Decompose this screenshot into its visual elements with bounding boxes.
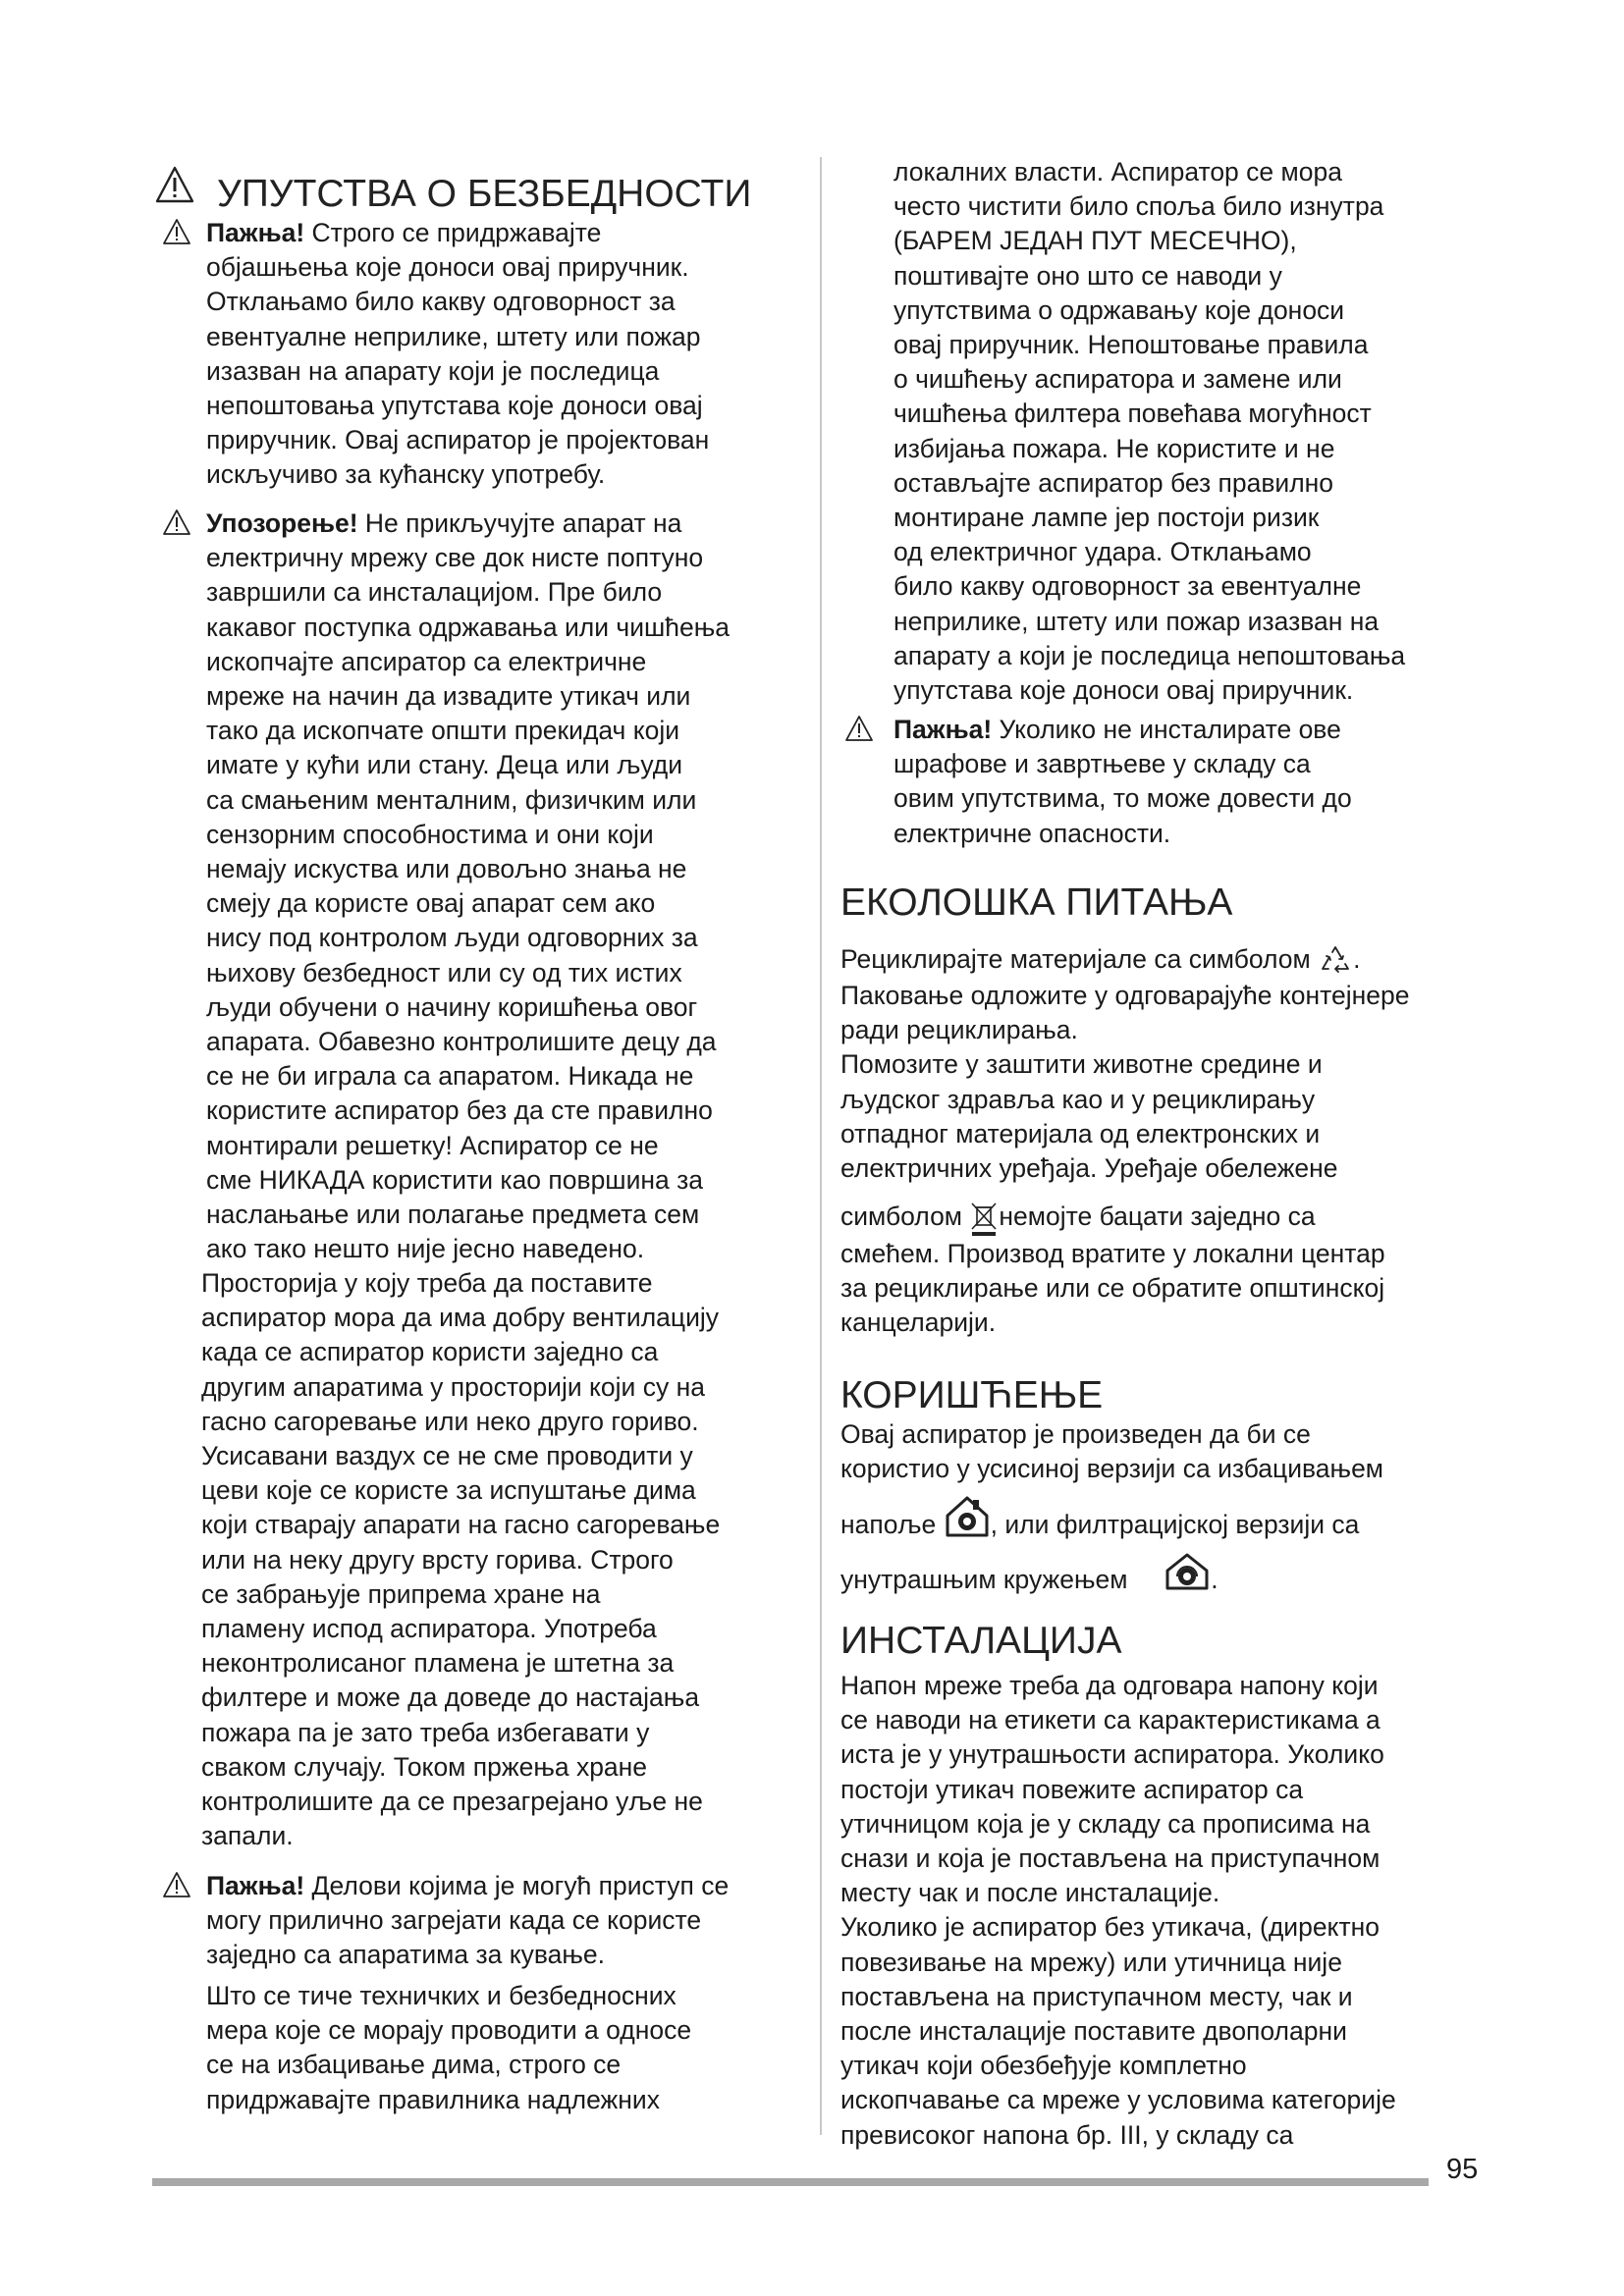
ecology-heading: ЕКОЛОШКА ПИТАЊА xyxy=(840,881,1233,924)
usage-paragraph: Овај аспиратор је произведен да би се користио у усисиној верзији са избацивањем xyxy=(840,1419,1384,1484)
safety-heading: УПУТСТВА О БЕЗБЕДНОСТИ xyxy=(217,173,752,215)
attention-label: Пажња! xyxy=(206,218,305,247)
page-number: 95 xyxy=(1446,2154,1479,2185)
footer-rule xyxy=(152,2178,1429,2186)
usage-modes-line-2: унутрашњим кружењем . xyxy=(840,1551,1218,1605)
warning-paragraph: Упозорење! Не прикључујте апарат на електричну мрежу све док нисте поптуно завршили са инсталацијом. Пре било какавог поступка одржавања или чишћења ископчајте апсиратор са електричне мреже на начин да извадите утикач или тако да ископчате општи прекидач који имате у кући или стану. Деца или људи са смањеним менталним, физичким или сензорним способностима и они који немају искуства или довољно знања не смеју да користе овај апарат сем ако нису под контролом људи одговорних за њихову безбедност или су од тих истих људи обучени о начину коришћења овог апарата. Обавезно контролишите децу да се не би играла са апаратом. Никада не користите аспиратор без да сте правилно монтирали решетку! Аспиратор се не сме НИКАДА користити као површина за наслањање или полагање предмета сем ако тако нешто није јесно наведено. xyxy=(206,508,731,1264)
extraction-mode-icon xyxy=(944,1494,991,1539)
ecology-paragraph: Рециклирајте материјале са симболом . Паковање одложите у одговарајуће контејнере ради рециклирања. Помозите у заштити животне средине и људског здравља као и у рециклирању отпадног материјала од електронских и електричних уређаја. Уређаје обележене xyxy=(840,944,1410,1184)
crossed-bin-icon xyxy=(969,1200,999,1237)
attention-paragraph-1: Пажња! Строго се придржавајте објашњења које доноси овај приручник. Отклањамо било какву одговорност за евентуалне неприлике, штету или пожар изазван на апарату који је последица непоштовања упутстава које доноси овај приручник. Овај аспиратор је пројектован искључиво за кућанску употребу. xyxy=(206,218,710,490)
usage-heading: КОРИШЋЕЊЕ xyxy=(840,1374,1104,1416)
column-divider xyxy=(820,157,822,2135)
warning-triangle-icon xyxy=(844,715,874,742)
cleaning-paragraph: локалних власти. Аспиратор се мора често чистити било споља било изнутра (БАРЕМ ЈЕДАН ПУТ МЕСЕЧНО), поштивајте оно што се наводи у упутствима о одржавању које доноси овај приручник. Непоштовање правила о чишћењу аспиратора и замене или чишћења филтера повећава могућност избијања пожара. Не користите и не остављајте аспиратор без правилно монтиране лампе јер постоји ризик од електричног удара. Отклањамо било какву одговорност за евентуалне неприлике, штету или пожар изазван на апарату а који је последица непоштовања упутстава које доноси овај приручник. xyxy=(893,157,1406,706)
warning-label: Упозорење! xyxy=(206,508,358,538)
recycle-icon xyxy=(1318,943,1353,979)
recirculation-mode-icon xyxy=(1164,1551,1211,1592)
warning-triangle-icon xyxy=(162,218,191,245)
attention-label: Пажња! xyxy=(893,715,993,744)
smoke-regulations-paragraph: Што се тиче техничких и безбедносних мера које се морају проводити а односе се на избацивање дима, строго се придржавајте правилника надлежних xyxy=(206,1981,692,2114)
attention-label: Пажња! xyxy=(206,1871,305,1900)
installation-heading: ИНСТАЛАЦИЈА xyxy=(840,1620,1122,1662)
warning-triangle-icon xyxy=(162,1871,191,1898)
warning-triangle-icon xyxy=(154,165,195,204)
weee-paragraph: симболом немојте бацати заједно са смећем. Производ вратите у локални центар за рециклирање или се обратите општинској канцеларији. xyxy=(840,1201,1385,1338)
ventilation-paragraph: Просторија у коју треба да поставите аспиратор мора да има добру вентилацију када се аспиратор користи заједно са другим апаратима у просторији који су на гасно сагоревање или неко друго гориво. Усисавани ваздух се не сме проводити у цеви које се користе за испуштање дима који стварају апарати на гасно сагоревање или на неку другу врсту горива. Строго се забрањује припрема хране на пламену испод аспиратора. Употреба неконтролисаног пламена је штетна за филтере и може да доведе до настајања пожара па је зато треба избегавати у сваком случају. Током пржења хране контролишите да се презагрејано уље не запали. xyxy=(201,1268,721,1851)
installation-paragraph: Напон мреже треба да одговара напону који се наводи на етикети са карактеристикама а иста је у унутрашњости аспиратора. Уколико постоји утикач повежите аспиратор са утичницом која је у складу са прописима на снази и која је постављена на приступачном месту чак и после инсталације. Уколико је аспиратор без утикача, (директно повезивање на мрежу) или утичница није постављена на приступачном месту, чак и после инсталације поставите двополарни утикач који обезбеђује комплетно ископчавање са мреже у условима категорије превисоког напона бр. III, у складу са xyxy=(840,1671,1396,2150)
screws-attention-paragraph: Пажња! Уколико не инсталирате ове шрафове и завртњеве у складу са овим упутствима, то може довести до електричне опасности. xyxy=(893,715,1352,848)
warning-triangle-icon xyxy=(162,508,191,536)
attention-paragraph-2: Пажња! Делови којима је могућ приступ се могу прилично загрејати када се користе заједно са апаратима за кување. xyxy=(206,1871,730,1970)
usage-modes-line-1: напоље , или филтрацијској верзији са xyxy=(840,1494,1359,1550)
